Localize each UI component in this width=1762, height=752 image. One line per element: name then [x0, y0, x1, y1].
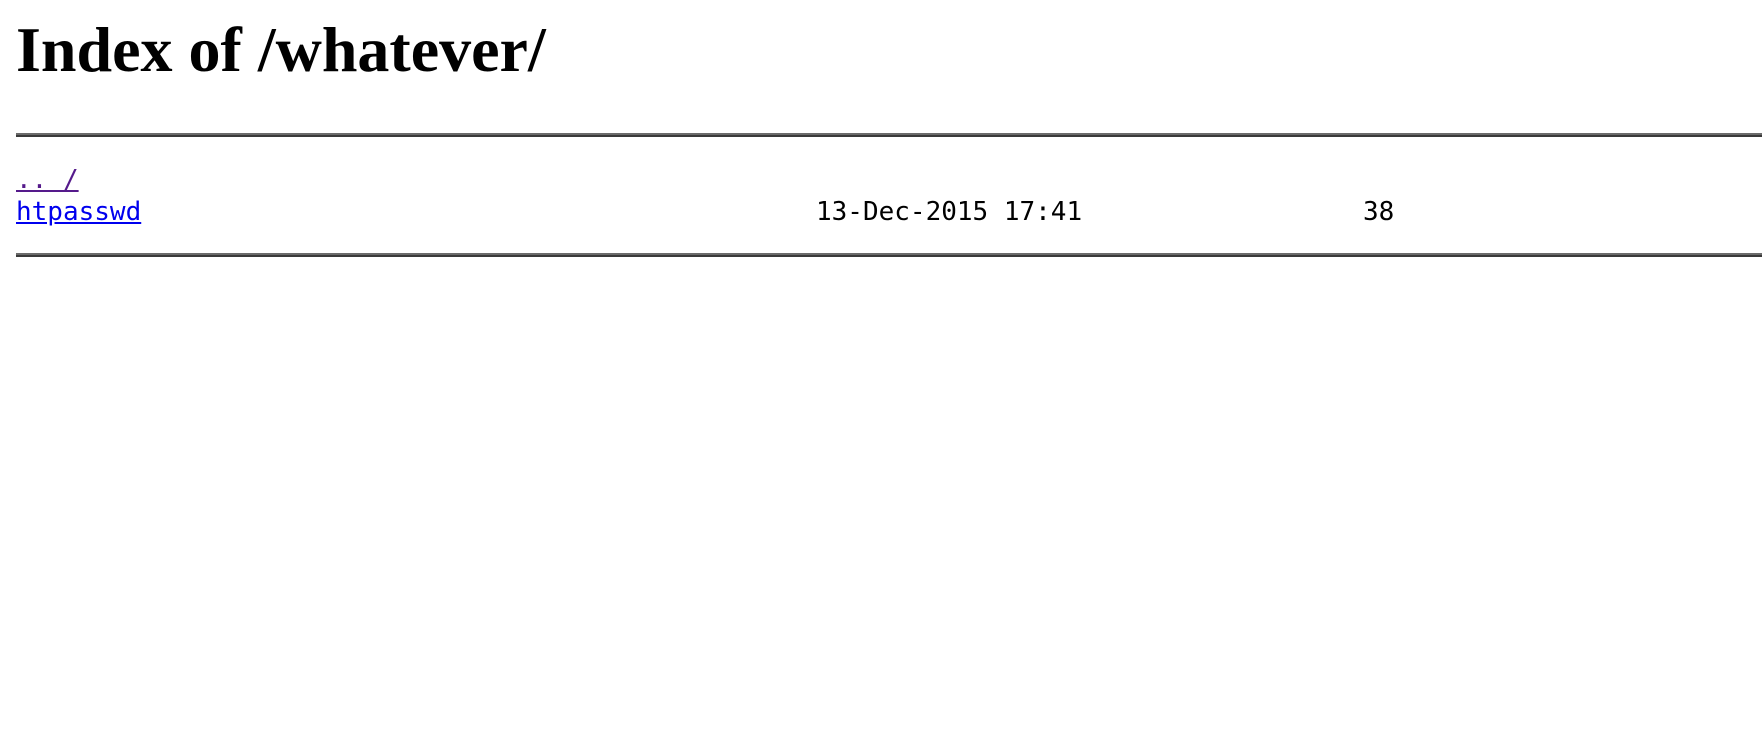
modified-date: 13-Dec-2015 17:41: [816, 197, 1083, 227]
file-size: 38: [1363, 197, 1395, 227]
list-item-htpasswd: [16, 196, 1395, 228]
page-title: Index of /whatever/: [16, 14, 546, 85]
top-divider: [16, 133, 1762, 137]
bottom-divider: [16, 253, 1762, 257]
htpasswd-link[interactable]: htpasswd: [16, 197, 142, 227]
file-listing: [16, 164, 1395, 228]
parent-directory-link[interactable]: .. /: [16, 165, 79, 195]
list-item-parent-directory: [16, 164, 141, 196]
